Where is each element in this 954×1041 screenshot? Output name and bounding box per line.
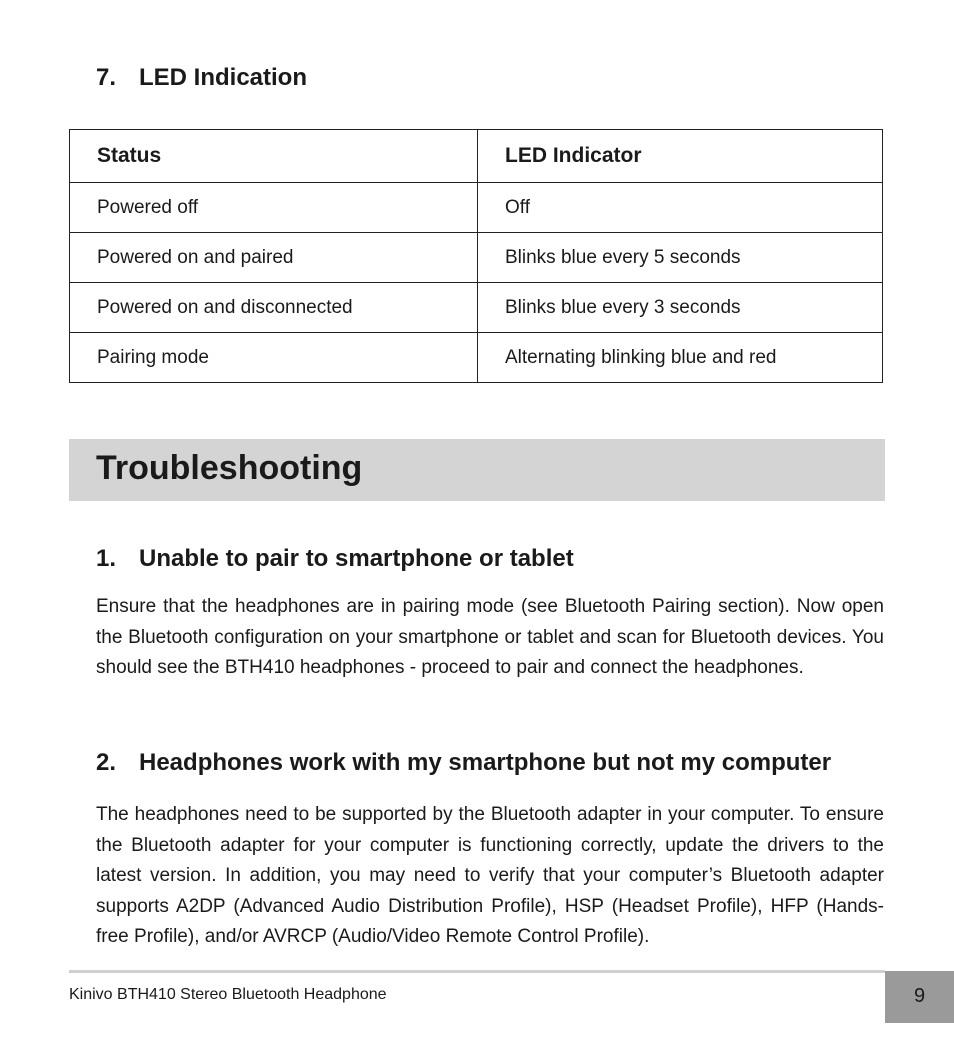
issue-heading: [96, 749, 831, 777]
table-row: [70, 183, 883, 233]
section-number: 7.: [96, 64, 117, 91]
led-indication-table: [69, 129, 883, 383]
troubleshooting-banner: [69, 439, 885, 501]
column-header-led-indicator: LED Indicator: [478, 130, 883, 183]
column-header-status: Status: [70, 130, 478, 183]
issue-title: Unable to pair to smartphone or tablet: [139, 545, 574, 572]
issue-body-text: The headphones need to be supported by the Bluetooth adapter in your computer. To ensure the Bluetooth adapter for your computer is functioning correctly, update the drivers to the latest version. In addition, you may need to verify that your computer’s Bluetooth adapter supports A2DP (Advanced Audio Distribution Profile), HSP (Headset Profile), HFP (Hands-free Profile), and/or AVRCP (Audio/Video Remote Control Profile).: [96, 804, 884, 947]
page-number: 9: [913, 985, 926, 1007]
led-indicator-cell: Blinks blue every 5 seconds: [478, 233, 883, 283]
footer-title: Kinivo BTH410 Stereo Bluetooth Headphone: [69, 986, 387, 1003]
status-cell: Powered on and paired: [70, 233, 478, 283]
footer-divider: [69, 970, 885, 973]
table-row: [70, 233, 883, 283]
page-number-box: [885, 971, 954, 1023]
led-indication-heading: [96, 64, 307, 92]
status-cell: Pairing mode: [70, 333, 478, 383]
status-cell: Powered off: [70, 183, 478, 233]
issue-number: 1.: [96, 545, 117, 572]
table-header-row: [70, 130, 883, 183]
status-cell: Powered on and disconnected: [70, 283, 478, 333]
led-indicator-cell: Off: [478, 183, 883, 233]
troubleshooting-title: Troubleshooting: [96, 449, 363, 487]
table-row: [70, 333, 883, 383]
led-indicator-cell: Blinks blue every 3 seconds: [478, 283, 883, 333]
issue-body-text: Ensure that the headphones are in pairing mode (see Bluetooth Pairing section). Now open the Bluetooth configuration on your smartphone or tablet and scan for Bluetooth devices. You should see the BTH410 headphones - proceed to pair and connect the headphones.: [96, 596, 884, 678]
led-indicator-cell: Alternating blinking blue and red: [478, 333, 883, 383]
issue-title: Headphones work with my smartphone but not my computer: [139, 749, 832, 776]
issue-heading: [96, 545, 574, 573]
table-row: [70, 283, 883, 333]
section-title: LED Indication: [139, 64, 307, 91]
issue-number: 2.: [96, 749, 117, 776]
